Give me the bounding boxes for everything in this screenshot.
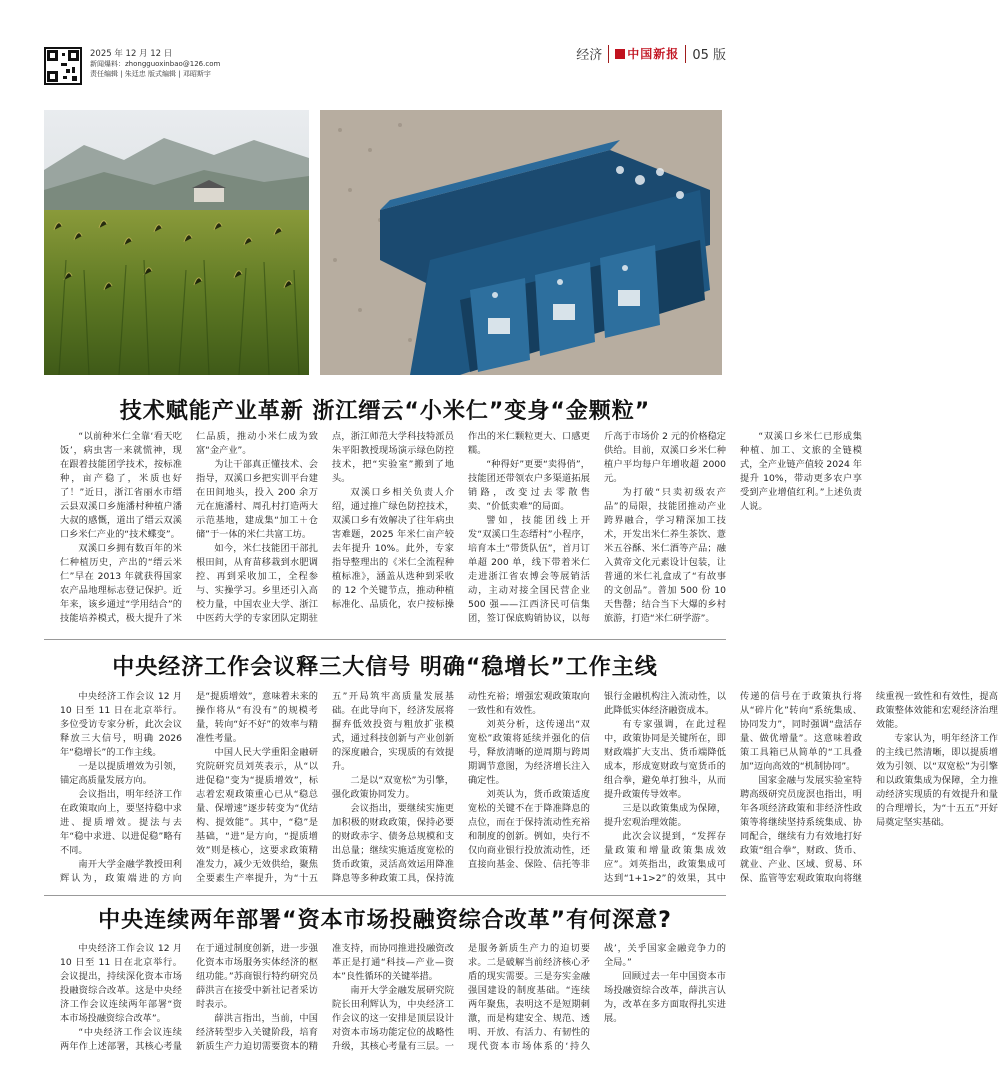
paragraph: 有专家强调，在此过程中，政策协同是关键所在，即财政端扩大支出、货币端降低成本，形成宽财政与宽货币的组合拳，避免单打独斗，从而提升政策传导效率。 xyxy=(604,719,726,800)
field-photo xyxy=(44,110,309,375)
issue-date: 2025 年 12 月 12 日 xyxy=(90,49,173,59)
paragraph: “种得好”更要“卖得俏”，技能团还带领农户多渠道拓展销路，改变过去零散售卖、“价低卖难”的局面。 xyxy=(468,459,590,512)
paragraph: 会议指出，明年经济工作在政策取向上，要坚持稳中求进、提质增效。提法与去年“稳中求进、以进促稳”略有不同。 xyxy=(60,789,182,856)
article-2-body xyxy=(60,690,998,886)
paragraph: 南开大学金融学教授田利辉认为，政策端进的方向是“提质增效”，意味着未来的操作将从“有没有”的规模考量，转向“好不好”的效率与精准性考量。 xyxy=(60,691,318,884)
editors-line: 责任编辑 | 朱廷忠 版式编辑 | 邓昭斯宇 xyxy=(90,70,211,78)
paragraph: 南开大学金融发展研究院院长田利辉认为，中央经济工作会议的这一安排是顶层设计对资本市场功能定位的战略性升级，其核心考量有三层。一是服务新质生产力的迫切要求。二是破解当前经济核心矛盾的现实需要。三是夯实金融强国建设的制度基础。“连续两年聚焦，表明这不是短期刺激，而是构建安全、规范、透明、开放、有活力、有韧性的现代资本市场体系的‘持久战’，关乎国家金融竞争力的全局。” xyxy=(332,943,726,1052)
paragraph: “以前种米仁全靠‘看天吃饭’，病虫害一来就慌神，现在跟着技能团学技术，按标准种，亩产稳了，米质也好了！”近日，浙江省丽水市缙云县双溪口乡施潘村种植户潘大叔的感慨，道出了缙云双溪口乡米仁产业的“技术蝶变”。 xyxy=(60,431,182,540)
section-name: 经济 xyxy=(576,48,603,63)
paper-name: 中国新报 xyxy=(627,47,680,61)
paragraph: 专家认为，明年经济工作的主线已然清晰，即以提质增效为引领、以“双宽松”为引擎和以政策集成为保障，全力推动经济实现质的有效提升和量的合理增长，为“十五五”开好局奠定坚实基础。 xyxy=(876,733,998,828)
paragraph: 一是以提质增效为引领，锚定高质量发展方向。 xyxy=(60,761,182,786)
paragraph: 此次会议提到，“发挥存量政策和增量政策集成效应”。刘英指出，政策集成可达到“1+1>2”的效果，其中传递的信号在于政策执行将从“碎片化”转向“系统集成、协同发力”，同时强调“盘活存量、做优增量”。这意味着政策工具箱已从简单的“工具叠加”迈向高效的“机制协同”。 xyxy=(604,691,862,884)
paragraph: 薛洪言指出，当前，中国经济转型步入关键阶段，培育新质生产力迫切需要资本的精准支持，而协同推进投融资改革正是打通“科技—产业—资本”良性循环的关键举措。 xyxy=(196,943,454,1052)
divider xyxy=(44,895,726,896)
paragraph: “双溪口乡米仁已形成集种植、加工、文旅的全链模式，全产业链产值较 2024 年提升 10%，带动更多农户享受到产业增值红利。”上述负责人说。 xyxy=(740,431,862,512)
paragraph: 如今，米仁技能团干部扎根田间，从育苗移栽到水肥调控、再到采收加工，全程参与、实操学习。乡里还引入高校力量，中国农业大学、浙江中医药大学的专家团队定期驻点，浙江师范大学科技特派员朱平阳教授现场演示绿色防控技术，把“实验室”搬到了地头。 xyxy=(196,431,454,624)
article-1-body xyxy=(60,430,862,630)
paragraph: 为让干部真正懂技术、会指导，双溪口乡把实训平台建在田间地头，投入 200 余万元在施潘村、周孔村打造两大示范基地，建成集“加工＋仓储”于一体的米仁共富工坊。 xyxy=(196,459,318,540)
paragraph: 双溪口乡拥有数百年的米仁种植历史，产出的“缙云米仁”早在 2013 年就获得国家农产品地理标志登记保护。近年来，该乡通过“学用结合”的技能培养模式，极大提升了米仁品质，推动小米仁成为致富“金产业”。 xyxy=(60,431,318,624)
paragraph: 国家金融与发展实验室特聘高级研究员庞溟也指出，明年各项经济政策和非经济性政策等将继续坚持系统集成、协同配合，继续有力有效地打好政策“组合拳”，财政、货币、就业、产业、区域、贸易、环保、监管等宏观政策取向将继续重视一致性和有效性，提高政策整体效能和宏观经济治理效能。 xyxy=(740,691,998,884)
paragraph: 譬如，技能团线上开发“双溪口生态缙村”小程序，培育本土“带货队伍”，首月订单超 200 单，线下带着米仁走进浙江省农博会等展销活动，主动对接全国民营企业 500 强——江西济民可信集团，签订保底购销协议，以每斤高于市场价 2 元的价格稳定供给。目前，双溪口乡米仁种植户平均每户年增收超 2000 元。 xyxy=(468,431,726,624)
logo-mark-icon xyxy=(615,49,625,59)
paper-logo xyxy=(615,45,679,62)
article-1-headline: 技术赋能产业革新 浙江缙云“小米仁”变身“金颗粒” xyxy=(119,399,651,424)
page-number: 05 版 xyxy=(692,48,726,63)
paragraph: 刘英认为，货币政策适度宽松的关键不在于降准降息的点位，而在于保持流动性充裕和制度的创新。例如，央行不仅向商业银行投放流动性，还直接向基金、保险、信托等非银行金融机构注入流动性，以此降低实体经济融资成本。 xyxy=(468,691,726,870)
news-hotline: 新闻爆料：zhongguoxinbao@126.com xyxy=(90,60,221,68)
qr-code-icon xyxy=(44,47,82,85)
paragraph: 中央经济工作会议 12 月 10 日至 11 日在北京举行。会议提出，持续深化资本市场投融资综合改革。这是中央经济工作会议连续两年部署“资本市场投融资综合改革”。 xyxy=(60,943,182,1024)
divider xyxy=(608,45,609,63)
paragraph: 中国人民大学重阳金融研究院研究员刘英表示，从“以进促稳”变为“提质增效”，标志着宏观政策重心已从“稳总量、保增速”逐步转变为“优结构、提效能”。其中，“稳”是基础，“进”是方向，“提质增效”则是核心，这要求政策精准发力，减少无效供给，聚焦全要素生产率提升，为“十五五”开局筑牢高质量发展基础。在此导向下，经济发展将摒弃低效投资与粗放扩张模式，通过科技创新与产业创新的深度融合，实现质的有效提升。 xyxy=(196,691,454,884)
gift-box-photo xyxy=(320,110,722,375)
article-3-headline: 中央连续两年部署“资本市场投融资综合改革”有何深意? xyxy=(98,908,672,933)
paragraph: 双溪口乡相关负责人介绍，通过推广绿色防控技术，双溪口乡有效解决了往年病虫害难题，2025 年米仁亩产较去年提升 10%。此外，专家指导整理出的《米仁全流程种植标准》，涵盖从选种到采收的 12 个关键节点，推动种植标准化、品质化，农户按标操作出的米仁颗粒更大、口感更糯。 xyxy=(332,431,590,610)
paragraph: 三是以政策集成为保障，提升宏观治理效能。 xyxy=(604,803,726,828)
article-3-body xyxy=(60,942,726,1070)
section-info xyxy=(576,44,726,63)
divider xyxy=(685,45,686,63)
divider xyxy=(44,639,726,640)
paragraph: 回顾过去一年中国资本市场投融资综合改革，薛洪言认为，改革在多方面取得扎实进展。 xyxy=(604,971,726,1024)
paragraph: 刘英分析，这传递出“双宽松”政策将延续并强化的信号，释放清晰的逆周期与跨周期调节意图，为经济增长注入确定性。 xyxy=(468,719,590,786)
paragraph: 会议指出，要继续实施更加积极的财政政策，保持必要的财政赤字、债务总规模和支出总量；继续实施适度宽松的货币政策，灵活高效运用降准降息等多种政策工具，保持流动性充裕；增强宏观政策取向一致性和有效性。 xyxy=(332,691,590,884)
paragraph: “中央经济工作会议连续两年作上述部署，其核心考量在于通过制度创新，进一步强化资本市场服务实体经济的枢纽功能。”苏商银行特约研究员薛洪言在接受中新社记者采访时表示。 xyxy=(60,943,318,1052)
article-2-headline: 中央经济工作会议释三大信号 明确“稳增长”工作主线 xyxy=(112,655,658,680)
paragraph: 为打破“只卖初级农产品”的局限，技能团推动产业跨界融合，学习精深加工技术，开发出米仁养生茶饮、薏米五谷酥、米仁酒等产品；融入黄帝文化元素设计包装，让普通的米仁礼盒成了“有故事的文创品”。普加 500 份 10 天售罄；结合当下大爆的乡村旅游，打造“米仁研学游”。 xyxy=(604,487,726,624)
paragraph: 中央经济工作会议 12 月 10 日至 11 日在北京举行。多位受访专家分析，此次会议释放三大信号，明确 2026 年“稳增长”的工作主线。 xyxy=(60,691,182,758)
masthead xyxy=(0,0,766,100)
paragraph: 二是以“双宽松”为引擎，强化政策协同发力。 xyxy=(332,775,454,800)
